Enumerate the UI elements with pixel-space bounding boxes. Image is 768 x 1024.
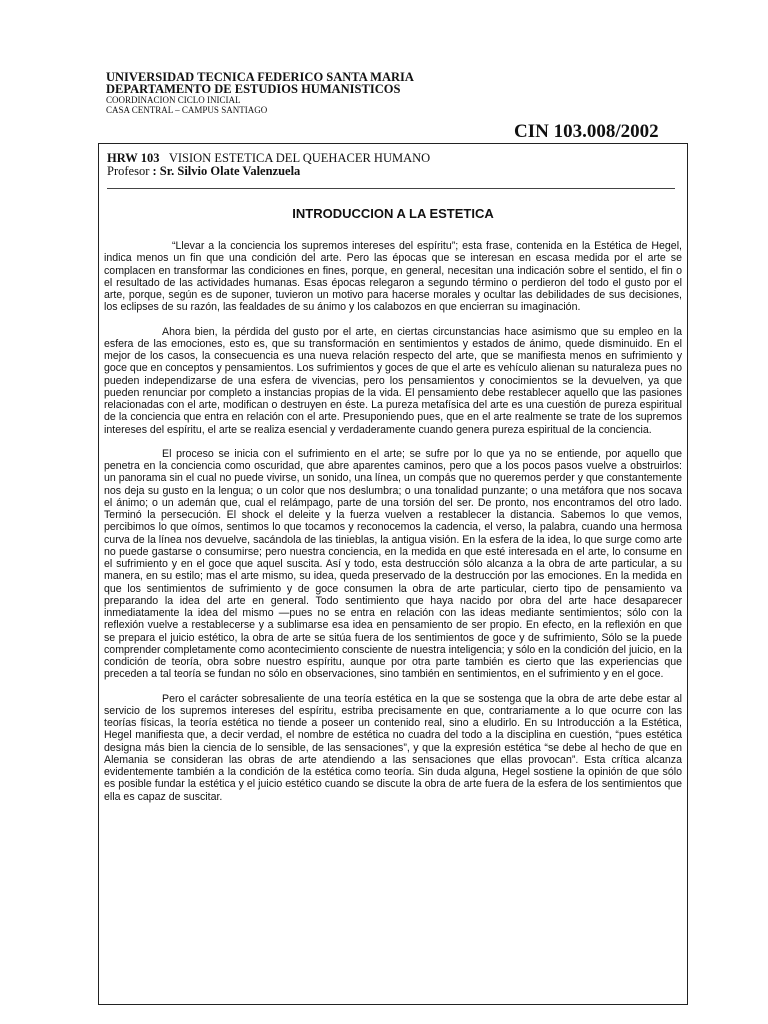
divider: [107, 188, 675, 189]
professor-name: Sr. Silvio Olate Valenzuela: [159, 164, 301, 178]
campus-name: CASA CENTRAL – CAMPUS SANTIAGO: [106, 105, 268, 115]
document-frame: [98, 143, 688, 1005]
document-title: INTRODUCCION A LA ESTETICA: [292, 206, 494, 221]
document-body: [104, 240, 682, 815]
paragraph: Pero el carácter sobresaliente de una teoría estética en la que se sostenga que la obra de arte debe estar al servicio de los supremos intereses del espíritu, estriba precisamente en que, contrariamente a lo que ocurre con las teorías físicas, la teoría estética no tiende a poseer un contenido real, sino a eludirlo. En su Introducción a la Estética, Hegel manifiesta que, a decir verdad, el nombre de estética no cuadra del todo a la disciplina en cuestión, “pues estética designa más bien la ciencia de lo sensible, de las sensaciones”, y que la expresión estética “se debe al hecho de que en Alemania se consideran las obras de arte atendiendo a las sensaciones que ellas provocan”. Esta crítica alcanza evidentemente también a la condición de la estética como teoría. Sin duda alguna, Hegel sostiene la opinión de que sólo es posible fundar la estética y el juicio estético cuando se discute la obra de arte fuera de la esfera de los sentimientos que ella es capaz de suscitar.: [104, 692, 682, 803]
department-name: DEPARTAMENTO DE ESTUDIOS HUMANISTICOS: [106, 82, 401, 96]
paragraph: “Llevar a la conciencia los supremos intereses del espíritu”; esta frase, contenida en la Estética de Hegel, indica menos un fin que una condición del arte. Pero las épocas que se interesan en escasa medida por el arte se complacen en transformar las condiciones en fines, porque, en general, necesitan una indicación sobre el sentido, el fin o el resultado de las actividades humanas. Esas épocas relegaron a segundo término o perdieron del todo el gusto por el arte, porque, según es de suponer, tuvieron un motivo para hacerse morales y ocultar las debilidades de sus decisiones, los eclipses de su razón, las fealdades de su ánimo y los calabozos en que encierran su imaginación.: [104, 240, 682, 314]
professor-label: Profesor: [107, 164, 150, 178]
institution-header: [106, 71, 414, 115]
course-code: HRW 103: [107, 151, 160, 165]
university-name: UNIVERSIDAD TECNICA FEDERICO SANTA MARIA: [106, 70, 414, 84]
coordination-name: COORDINACION CICLO INICIAL: [106, 95, 241, 105]
document-code: CIN 103.008/2002: [514, 121, 659, 142]
paragraph: El proceso se inicia con el sufrimiento en el arte; se sufre por lo que ya no se entiende, por aquello que penetra en la conciencia como oscuridad, que abre aparentes caminos, pero que a los pocos pasos vuelve a obstruirlos: un panorama sin el cual no puede vivirse, un sonido, una línea, un compás que no queremos perder y que constantemente nos deja su gusto en la lengua; o un color que nos deslumbra; o una tonalidad punzante; o una metáfora que nos socava el ánimo; o un ademán que, cual el relámpago, parte de una torsión del ser. De pronto, nos encontramos del otro lado. Terminó la persecución. El shock el deleite y la fuerza vuelven a restablecer la distancia. Sabemos lo que vemos, percibimos lo que oímos, sentimos lo que tocamos y reconocemos la cadencia, el verso, la palabra, cuando una hermosa curva de la línea nos devuelve, sacándola de las tinieblas, la antigua visión. En la esfera de la idea, lo que surge como arte no puede gastarse o consumirse; pero nuestra conciencia, en la medida en que esté interesada en el arte, lo consume en el sufrimiento y en el goce que aquel suscita. Así y todo, esta destrucción sólo alcanza a la obra de arte particular, a su manera, en su estilo; mas el arte mismo, su idea, queda preservado de la destrucción por las emociones. En la medida en que los sentimientos de sufrimiento y de goce consumen la obra de arte particular, cierto tipo de pensamiento va preparando la idea del arte en general. Todo sentimiento que haya nacido por obra del arte hace desaparecer inmediatamente la idea del mismo —pues no se entra en relación con las ideas mediante sentimientos; sólo con la reflexión vuelve a restablecerse y a sublimarse esa idea en pensamiento de ser propio. En efecto, en la reflexión en que se prepara el juicio estético, la obra de arte se sitúa fuera de los sentimientos de goce y de sufrimiento, Sólo se la puede comprender completamente como acontecimiento consciente de nuestra inteligencia; y sólo en la condición del juicio, en la condición de teoría, obra sobre nuestro espíritu, aunque por otra parte también es cierto que las experiencias que preceden a tal teoría se fundan no sólo en observaciones, sino también en sentimientos, en el sufrimiento y en el goce.: [104, 447, 682, 681]
course-info: [107, 152, 430, 178]
professor-separator: :: [149, 164, 160, 178]
course-name: VISION ESTETICA DEL QUEHACER HUMANO: [168, 151, 431, 165]
paragraph: Ahora bien, la pérdida del gusto por el arte, en ciertas circunstancias hace asimismo que su empleo en la esfera de las emociones, esto es, que su transformación en sentimientos y estados de ánimo, quede disminuido. En el mejor de los casos, la consecuencia es una nueva relación respecto del arte, que se manifiesta menos en sufrimiento y goce que en conceptos y pensamientos. Los sufrimientos y goces de que el arte es vehículo alienan su naturaleza pues no pueden independizarse de una esfera de vivencias, pero los pensamientos y conocimientos se la devuelven, ya que pueden renunciar por completo a instancias propias de la vida. El pensamiento debe restablecer aquello que las pasiones relacionadas con el arte, modifican o destruyen en éste. La pureza metafísica del arte es una cuestión de pureza espiritual de la conciencia que entra en relación con el arte. Presuponiendo pues, que en el arte realmente se trate de los supremos intereses del espíritu, el arte se realiza esencial y verdaderamente cuando genera pureza espiritual de la conciencia.: [104, 325, 682, 436]
